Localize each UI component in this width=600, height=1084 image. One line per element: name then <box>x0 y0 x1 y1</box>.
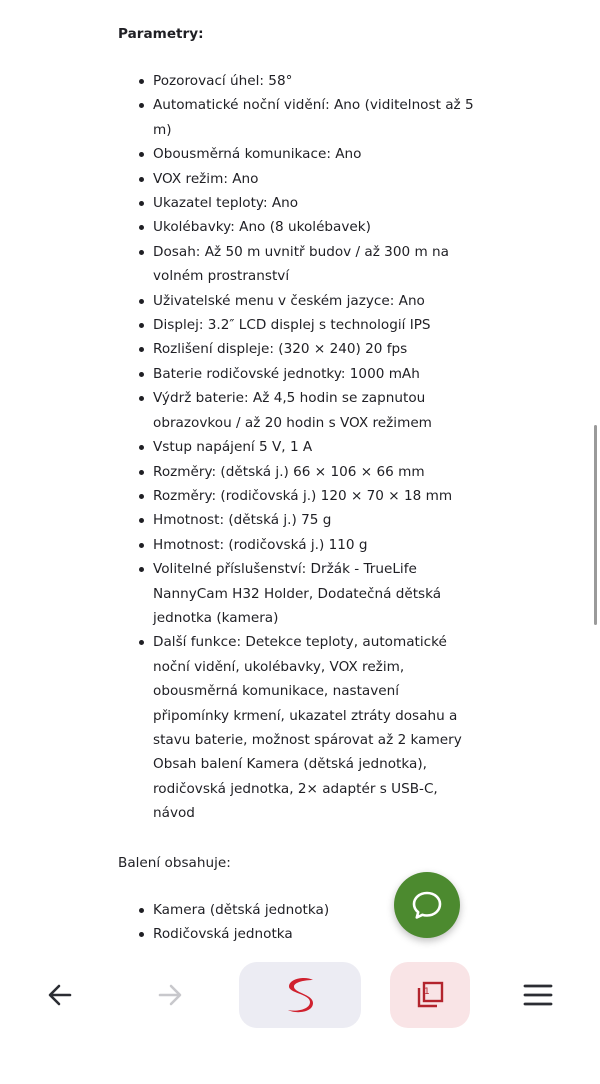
list-item: Rozměry: (rodičovská j.) 120 × 70 × 18 mm <box>118 484 478 508</box>
list-item: Dosah: Až 50 m uvnitř budov / až 300 m na volném prostranství <box>118 240 478 289</box>
list-item: Hmotnost: (rodičovská j.) 110 g <box>118 533 478 557</box>
list-item: VOX režim: Ano <box>118 167 478 191</box>
list-item: Volitelné příslušenství: Držák - TrueLife NannyCam H32 Holder, Dodatečná dětská jednotka (kamera) <box>118 557 478 630</box>
list-item-text: Další funkce: Detekce teploty, automatické noční vidění, ukolébavky, VOX režim, obousměrná komunikace, nastavení připomínky krmení, ukazatel ztráty dosahu a stavu baterie, možnost spárovat až 2 kamery <box>153 634 462 748</box>
scrollbar[interactable] <box>594 425 597 625</box>
list-item: Hmotnost: (dětská j.) 75 g <box>118 508 478 532</box>
article-content <box>118 22 478 995</box>
list-item: Ukazatel teploty: Ano <box>118 191 478 215</box>
list-item: Uživatelské menu v českém jazyce: Ano <box>118 289 478 313</box>
list-item-extra: Obsah balení Kamera (dětská jednotka), rodičovská jednotka, 2× adaptér s USB-C, návod <box>153 756 438 822</box>
list-item: Displej: 3.2″ LCD displej s technologií IPS <box>118 313 478 337</box>
tabs-icon <box>414 979 446 1011</box>
seznam-logo-icon <box>280 973 320 1017</box>
list-item: Rodičovská jednotka <box>118 922 478 946</box>
list-item: Pozorovací úhel: 58° <box>118 69 478 93</box>
tab-count: 1 <box>424 987 430 997</box>
list-item: Rozměry: (dětská j.) 66 × 106 × 66 mm <box>118 460 478 484</box>
back-button[interactable] <box>40 975 80 1015</box>
chat-bubble-icon <box>410 888 444 922</box>
forward-button[interactable] <box>150 975 190 1015</box>
tabs-button[interactable] <box>390 962 470 1028</box>
list-item <box>118 630 478 825</box>
list-item: Kamera (dětská jednotka) <box>118 898 478 922</box>
list-item: Ukolébavky: Ano (8 ukolébavek) <box>118 215 478 239</box>
package-heading: Balení obsahuje: <box>118 854 231 871</box>
arrow-left-icon <box>46 981 74 1009</box>
hamburger-menu-icon <box>523 983 553 1007</box>
list-item: Rozlišení displeje: (320 × 240) 20 fps <box>118 337 478 361</box>
list-item: Výdrž baterie: Až 4,5 hodin se zapnutou obrazovkou / až 20 hodin s VOX režimem <box>118 386 478 435</box>
params-list <box>118 69 478 826</box>
list-item: Vstup napájení 5 V, 1 A <box>118 435 478 459</box>
browser-toolbar <box>0 950 600 1084</box>
arrow-right-icon <box>156 981 184 1009</box>
list-item: Obousměrná komunikace: Ano <box>118 142 478 166</box>
list-item: Baterie rodičovské jednotky: 1000 mAh <box>118 362 478 386</box>
params-heading: Parametry: <box>118 26 204 42</box>
home-button[interactable] <box>239 962 361 1028</box>
chat-button[interactable] <box>394 872 460 938</box>
list-item: Automatické noční vidění: Ano (viditelnost až 5 m) <box>118 93 478 142</box>
menu-button[interactable] <box>518 975 558 1015</box>
